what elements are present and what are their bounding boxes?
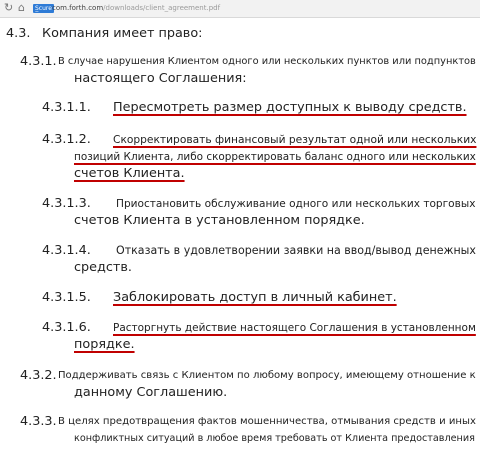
highlighted-text: порядке. — [74, 337, 135, 352]
subclause-number: 4.3.1.2. — [42, 132, 91, 147]
clause-number: 4.3.1. — [20, 54, 57, 69]
clause-number: 4.3.3. — [20, 414, 57, 429]
section-number: 4.3. — [6, 26, 31, 41]
clause-number: 4.3.2. — [20, 368, 57, 383]
highlighted-text: позиций Клиента, либо скорректировать баланс одного или нескольких — [74, 151, 476, 163]
subclause-number: 4.3.1.6. — [42, 320, 91, 335]
reload-icon[interactable]: ↻ — [4, 1, 14, 14]
clause-text-line: конфликтных ситуаций в любое время требовать от Клиента предоставления — [74, 433, 475, 444]
clause-text-line: В целях предотвращения фактов мошенничества, отмывания средств и иных — [58, 416, 476, 427]
address-bar[interactable] — [52, 3, 220, 14]
subclause-number: 4.3.1.1. — [42, 100, 91, 115]
secure-badge: S̲cure — [35, 5, 52, 12]
clause-text-line: Поддерживать связь с Клиентом по любому вопросу, имеющему отношение к — [58, 370, 476, 381]
clause-text-line: данному Соглашению. — [74, 385, 228, 400]
url-host: com.forth.com — [52, 4, 104, 12]
highlighted-text: Пересмотреть размер доступных к выводу средств. — [113, 100, 467, 115]
highlighted-text: Расторгнуть действие настоящего Соглашения в установленном — [113, 322, 476, 334]
browser-toolbar — [0, 0, 480, 18]
subclause-number: 4.3.1.4. — [42, 243, 91, 258]
subclause-number: 4.3.1.3. — [42, 196, 91, 211]
highlighted-text: Скорректировать финансовый результат одной или нескольких — [113, 133, 477, 146]
subclause-text-line: счетов Клиента в установленном порядке. — [74, 213, 365, 228]
document-page — [0, 18, 480, 453]
clause-text-line: В случае нарушения Клиентом одного или нескольких пунктов или подпунктов — [58, 56, 476, 67]
subclause-text-line: Отказать в удовлетворении заявки на ввод/вывод денежных — [116, 244, 476, 257]
section-heading: Компания имеет право: — [42, 26, 203, 41]
highlighted-text: Заблокировать доступ в личный кабинет. — [113, 290, 397, 305]
url-path: /downloads/client_agreement.pdf — [103, 4, 221, 12]
clause-text-line: настоящего Соглашения: — [74, 71, 247, 86]
highlighted-text: счетов Клиента. — [74, 166, 185, 181]
subclause-text-line: Приостановить обслуживание одного или нескольких торговых — [116, 198, 476, 210]
subclause-text-line: средств. — [74, 260, 132, 275]
home-icon[interactable]: ⌂ — [18, 1, 25, 14]
subclause-number: 4.3.1.5. — [42, 290, 91, 305]
